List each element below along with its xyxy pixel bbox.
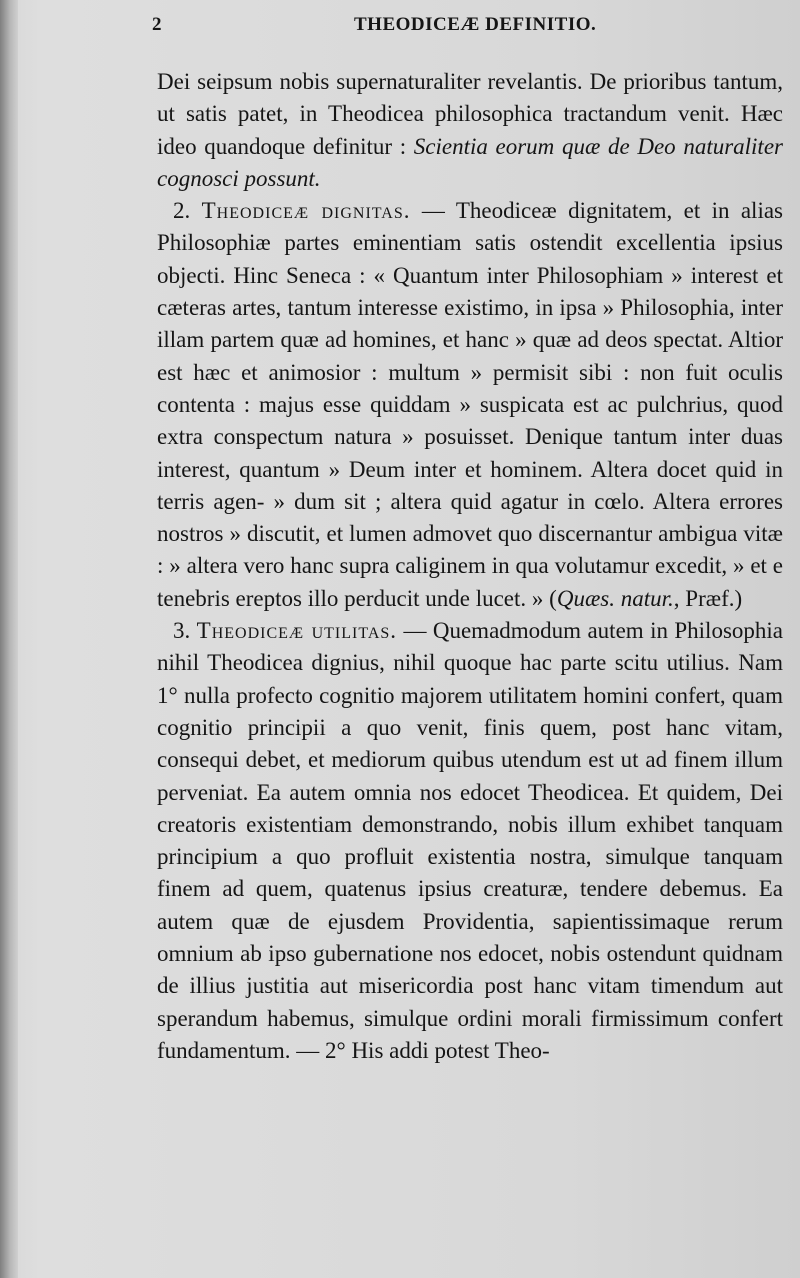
section-heading-utilitas: Theodiceæ utilitas. (196, 618, 398, 644)
citation-tail: , Præf.) (673, 585, 743, 611)
paragraph-3 (157, 615, 783, 1067)
paragraph-2 (157, 195, 783, 615)
running-title: THEODICEÆ DEFINITIO. (354, 14, 597, 35)
page-number: 2 (152, 14, 162, 35)
section-number: 2. (173, 198, 191, 224)
main-text (157, 66, 783, 1067)
section-heading-dignitas: Theodiceæ dignitas. (201, 198, 411, 224)
page-gutter (0, 0, 18, 1278)
citation-italic: Quæs. natur. (556, 585, 674, 611)
running-head (152, 14, 760, 42)
paragraph-1 (157, 66, 783, 195)
section-number: 3. (173, 618, 191, 644)
definition-italic: Scientia eorum quæ de Deo naturaliter cognosci possunt. (157, 133, 783, 191)
paragraph-text: — Quemadmodum autem in Philosophia nihil Theodicea dignius, nihil quoque hac parte scitu utilius. Nam 1° nulla profecto cognitio majorem utilitatem homini confert, quam cognitio principii a quo venit, finis quem, post hanc vitam, consequi debet, et mediorum quibus utendum est ut ad finem illum perveniat. Ea autem omnia nos edocet Theodicea. Et quidem, Dei creatoris existentiam demonstrando, nobis illum exhibet tanquam principium a quo profluit existentia nostra, simulque tanquam finem ad quem, quatenus ipsius creaturæ, tendere debemus. Ea autem quæ de ejusdem Providentia, sapientissimaque rerum omnium ab ipso gubernatione nos edocet, nobis ostendunt quidnam de illius justitia aut misericordia post hanc vitam timendum aut sperandum habemus, simulque ordini morali firmissimum confert fundamentum. — 2° His addi potest Theo- (157, 618, 784, 1063)
paragraph-text: — Theodiceæ dignitatem, et in alias Philosophiæ partes eminentiam satis ostendit excellentia ipsius objecti. Hinc Seneca : « Quantum inter Philosophiam » interest et cæteras artes, tantum interesse existimo, in ipsa » Philosophia, inter illam partem quæ ad homines, et hanc » quæ ad deos spectat. Altior est hæc et animosior : multum » permisit sibi : non fuit oculis contenta : majus esse quiddam » suspicata est ac pulchrius, quod extra conspectum natura » posuisset. Denique tantum inter duas interest, quantum » Deum inter et hominem. Altera docet quid in terris agen- » dum sit ; altera quid agatur in cœlo. Altera errores nostros » discutit, et lumen admovet quo discernantur ambigua vitæ : » altera vero hanc supra caliginem in qua volutamur excedit, » et e tenebris ereptos illo perducit unde lucet. » ( (157, 198, 783, 611)
paragraph-text: Dei seipsum nobis supernaturaliter revelantis. De prioribus tantum, ut satis patet, in Theodicea philosophica tractandum venit. Hæc ideo quandoque definitur : (157, 69, 783, 159)
